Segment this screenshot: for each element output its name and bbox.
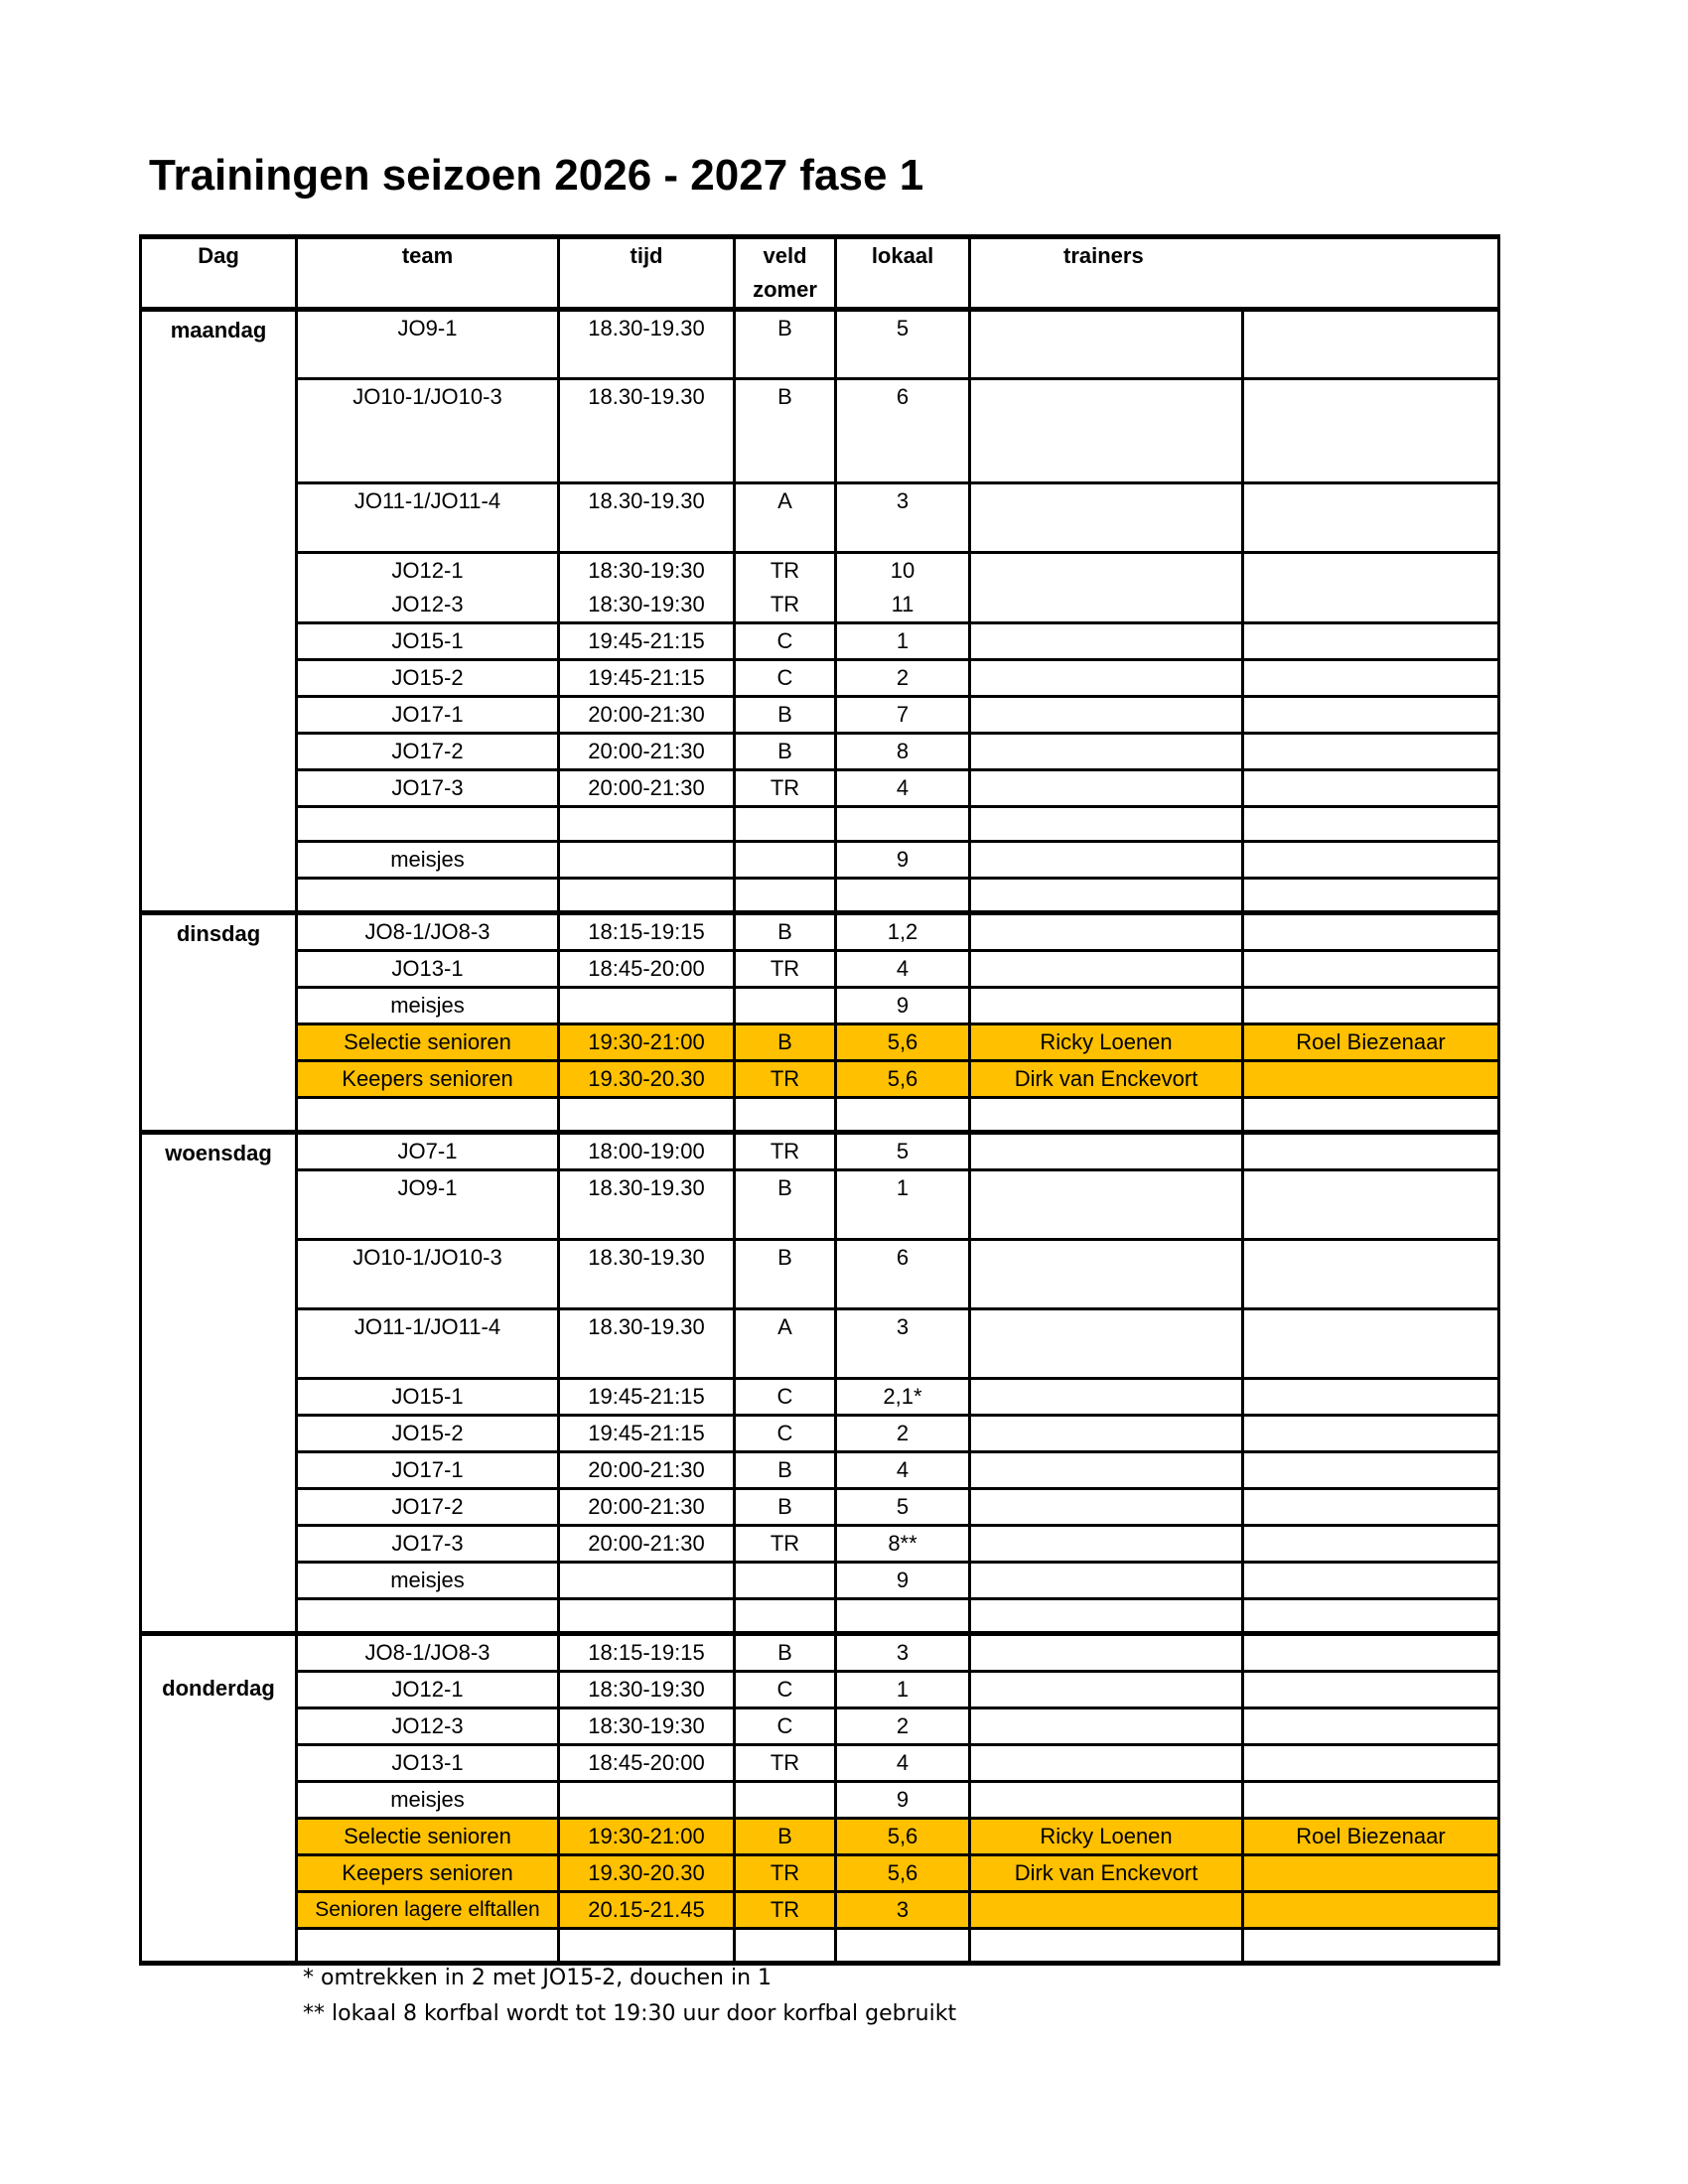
room-cell: 5,6	[836, 1855, 970, 1892]
trainer-1-cell	[970, 1489, 1243, 1526]
trainer-2-cell	[1243, 1892, 1499, 1929]
trainer-2-cell	[1243, 1929, 1499, 1964]
time-cell	[559, 807, 735, 842]
field-cell: TR	[735, 1855, 836, 1892]
trainer-1-cell	[970, 697, 1243, 734]
time-cell: 20:00-21:30	[559, 1489, 735, 1526]
schedule-row	[141, 1240, 1499, 1309]
schedule-row	[141, 913, 1499, 951]
schedule-row	[141, 842, 1499, 879]
trainer-2-cell	[1243, 379, 1499, 483]
room-cell: 1	[836, 1170, 970, 1240]
field-cell: C	[735, 1672, 836, 1708]
page-title: Trainingen seizoen 2026 - 2027 fase 1	[149, 151, 924, 200]
field-cell: TR TR	[735, 553, 836, 623]
trainer-2-cell	[1243, 1489, 1499, 1526]
team-cell: JO8-1/JO8-3	[297, 1634, 559, 1672]
time-cell: 20:00-21:30	[559, 1452, 735, 1489]
room-cell: 1	[836, 623, 970, 660]
time-cell: 18.30-19.30	[559, 483, 735, 553]
schedule-row	[141, 1309, 1499, 1379]
trainer-1-cell	[970, 1098, 1243, 1133]
time-cell: 18:00-19:00	[559, 1133, 735, 1170]
room-cell: 3	[836, 483, 970, 553]
time-cell: 20:00-21:30	[559, 770, 735, 807]
day-label: donderdag	[162, 1676, 275, 1701]
time-cell	[559, 988, 735, 1024]
trainer-1-cell	[970, 1634, 1243, 1672]
team-cell: Keepers senioren	[297, 1855, 559, 1892]
schedule-row	[141, 1416, 1499, 1452]
header-trainers	[970, 237, 1499, 274]
room-cell: 9	[836, 988, 970, 1024]
trainer-1-cell	[970, 770, 1243, 807]
schedule-row	[141, 988, 1499, 1024]
field-cell: C	[735, 1708, 836, 1745]
schedule-row	[141, 310, 1499, 379]
trainer-1-cell	[970, 807, 1243, 842]
room-cell: 3	[836, 1892, 970, 1929]
team-cell	[297, 1929, 559, 1964]
room-cell: 2	[836, 1708, 970, 1745]
header-dag: Dag	[141, 237, 297, 274]
footnote-1: * omtrekken in 2 met JO15-2, douchen in 1	[303, 1966, 773, 1990]
team-cell: Senioren lagere elftallen	[297, 1892, 559, 1929]
trainer-2-cell	[1243, 697, 1499, 734]
trainer-2-cell	[1243, 1452, 1499, 1489]
trainer-1-cell	[970, 1170, 1243, 1240]
field-cell: TR	[735, 1745, 836, 1782]
field-cell: TR	[735, 1133, 836, 1170]
field-cell	[735, 988, 836, 1024]
schedule-row	[141, 1672, 1499, 1708]
schedule-row	[141, 1929, 1499, 1964]
time-cell: 18:45-20:00	[559, 1745, 735, 1782]
room-cell: 8**	[836, 1526, 970, 1563]
schedule-row	[141, 1892, 1499, 1929]
field-cell: B	[735, 379, 836, 483]
room-cell: 2,1*	[836, 1379, 970, 1416]
day-woensdag: woensdag	[141, 1133, 297, 1634]
time-cell: 18.30-19.30	[559, 379, 735, 483]
field-cell: B	[735, 697, 836, 734]
field-cell	[735, 879, 836, 913]
schedule-row	[141, 1563, 1499, 1599]
room-cell: 2	[836, 1416, 970, 1452]
trainer-1-cell	[970, 1379, 1243, 1416]
trainer-2-cell	[1243, 807, 1499, 842]
trainer-1-cell	[970, 1782, 1243, 1819]
trainer-2-cell	[1243, 1061, 1499, 1098]
time-cell: 18:30-19:30 18:30-19:30	[559, 553, 735, 623]
header-lokaal: lokaal	[836, 237, 970, 274]
room-cell	[836, 1098, 970, 1133]
schedule-row	[141, 1379, 1499, 1416]
trainer-1-cell	[970, 1416, 1243, 1452]
trainer-2-cell	[1243, 1563, 1499, 1599]
time-cell: 19:45-21:15	[559, 623, 735, 660]
schedule-row	[141, 734, 1499, 770]
schedule-row	[141, 1782, 1499, 1819]
trainer-2-cell	[1243, 770, 1499, 807]
schedule-row	[141, 1708, 1499, 1745]
field-cell: TR	[735, 1526, 836, 1563]
schedule-row	[141, 1526, 1499, 1563]
team-cell: meisjes	[297, 988, 559, 1024]
time-cell: 18:15-19:15	[559, 1634, 735, 1672]
field-cell: TR	[735, 951, 836, 988]
trainer-2-cell	[1243, 1098, 1499, 1133]
team-cell: Selectie senioren	[297, 1819, 559, 1855]
room-cell: 3	[836, 1634, 970, 1672]
trainer-1-cell: Dirk van Enckevort	[970, 1855, 1243, 1892]
time-cell: 18:15-19:15	[559, 913, 735, 951]
trainer-1-cell	[970, 1563, 1243, 1599]
trainer-1-cell	[970, 913, 1243, 951]
trainer-2-cell	[1243, 1309, 1499, 1379]
field-cell: C	[735, 660, 836, 697]
field-cell: B	[735, 1819, 836, 1855]
footnotes	[303, 1961, 956, 2032]
schedule-row	[141, 1634, 1499, 1672]
field-cell: TR	[735, 770, 836, 807]
field-cell: B	[735, 1170, 836, 1240]
team-cell: JO11-1/JO11-4	[297, 483, 559, 553]
trainer-1-cell	[970, 1745, 1243, 1782]
team-cell	[297, 1599, 559, 1634]
day-dinsdag: dinsdag	[141, 913, 297, 1133]
field-cell	[735, 1098, 836, 1133]
trainer-1-cell	[970, 1672, 1243, 1708]
time-cell: 18:30-19:30	[559, 1672, 735, 1708]
team-cell: JO17-2	[297, 734, 559, 770]
trainer-1-cell	[970, 1929, 1243, 1964]
team-cell: JO15-2	[297, 1416, 559, 1452]
room-cell: 8	[836, 734, 970, 770]
time-cell	[559, 1929, 735, 1964]
schedule-row	[141, 1452, 1499, 1489]
field-cell	[735, 807, 836, 842]
team-cell: JO7-1	[297, 1133, 559, 1170]
schedule-row	[141, 770, 1499, 807]
day-donderdag	[141, 1634, 297, 1964]
field-cell: B	[735, 1634, 836, 1672]
trainer-1-cell	[970, 1309, 1243, 1379]
trainer-1-cell	[970, 1599, 1243, 1634]
schedule-row	[141, 1599, 1499, 1634]
field-cell: TR	[735, 1061, 836, 1098]
schedule-row	[141, 951, 1499, 988]
field-cell	[735, 1599, 836, 1634]
schedule-row	[141, 1133, 1499, 1170]
field-cell	[735, 1929, 836, 1964]
time-cell	[559, 1098, 735, 1133]
team-cell: Keepers senioren	[297, 1061, 559, 1098]
trainer-2-cell	[1243, 1634, 1499, 1672]
field-cell: B	[735, 734, 836, 770]
room-cell: 3	[836, 1309, 970, 1379]
time-cell: 19:45-21:15	[559, 660, 735, 697]
trainer-1-cell: Ricky Loenen	[970, 1819, 1243, 1855]
room-cell: 4	[836, 1745, 970, 1782]
room-cell: 10 11	[836, 553, 970, 623]
trainer-2-cell	[1243, 951, 1499, 988]
field-cell: B	[735, 310, 836, 379]
field-cell: B	[735, 1489, 836, 1526]
team-cell: JO15-1	[297, 623, 559, 660]
training-schedule-table	[139, 234, 1500, 1966]
trainer-2-cell	[1243, 988, 1499, 1024]
team-cell: meisjes	[297, 1563, 559, 1599]
trainer-1-cell	[970, 1708, 1243, 1745]
room-cell: 5	[836, 1489, 970, 1526]
room-cell	[836, 1929, 970, 1964]
trainer-2-cell	[1243, 1240, 1499, 1309]
time-cell: 18.30-19.30	[559, 310, 735, 379]
trainer-2-cell	[1243, 1782, 1499, 1819]
time-cell: 19.30-20.30	[559, 1855, 735, 1892]
field-cell	[735, 1563, 836, 1599]
time-cell: 20:00-21:30	[559, 1526, 735, 1563]
trainer-2-cell	[1243, 913, 1499, 951]
room-cell: 5	[836, 310, 970, 379]
time-cell	[559, 842, 735, 879]
schedule-row	[141, 379, 1499, 483]
trainer-1-cell	[970, 1892, 1243, 1929]
team-cell: JO13-1	[297, 1745, 559, 1782]
team-cell: JO8-1/JO8-3	[297, 913, 559, 951]
team-cell: JO10-1/JO10-3	[297, 1240, 559, 1309]
header-tijd: tijd	[559, 237, 735, 274]
room-cell: 1,2	[836, 913, 970, 951]
trainer-1-cell	[970, 483, 1243, 553]
team-cell: JO12-1	[297, 1672, 559, 1708]
trainer-2-cell	[1243, 1170, 1499, 1240]
trainer-1-cell	[970, 310, 1243, 379]
trainer-1-cell	[970, 1240, 1243, 1309]
time-cell: 18:30-19:30	[559, 1708, 735, 1745]
field-cell: B	[735, 1240, 836, 1309]
team-cell: JO13-1	[297, 951, 559, 988]
room-cell: 9	[836, 1782, 970, 1819]
trainer-1-cell	[970, 734, 1243, 770]
trainer-2-cell	[1243, 1133, 1499, 1170]
trainer-2-cell	[1243, 1526, 1499, 1563]
team-cell	[297, 879, 559, 913]
trainer-1-cell	[970, 660, 1243, 697]
schedule-row	[141, 660, 1499, 697]
team-cell: JO17-2	[297, 1489, 559, 1526]
field-cell	[735, 842, 836, 879]
team-cell: JO10-1/JO10-3	[297, 379, 559, 483]
field-cell: C	[735, 623, 836, 660]
field-cell: C	[735, 1416, 836, 1452]
trainer-1-cell	[970, 623, 1243, 660]
trainer-2-cell	[1243, 734, 1499, 770]
trainer-2-cell	[1243, 1672, 1499, 1708]
time-cell	[559, 879, 735, 913]
trainer-2-cell	[1243, 1416, 1499, 1452]
time-cell: 19:45-21:15	[559, 1416, 735, 1452]
schedule-row	[141, 1745, 1499, 1782]
trainer-2-cell	[1243, 660, 1499, 697]
trainer-1-cell	[970, 879, 1243, 913]
room-cell: 5	[836, 1133, 970, 1170]
header-veld: veld	[735, 237, 836, 274]
trainer-2-cell: Roel Biezenaar	[1243, 1024, 1499, 1061]
trainer-2-cell	[1243, 1745, 1499, 1782]
team-cell: meisjes	[297, 1782, 559, 1819]
trainer-2-cell	[1243, 879, 1499, 913]
trainer-1-cell	[970, 379, 1243, 483]
team-cell: JO17-3	[297, 1526, 559, 1563]
team-cell: JO9-1	[297, 1170, 559, 1240]
time-cell: 18.30-19.30	[559, 1309, 735, 1379]
header-team: team	[297, 237, 559, 274]
field-cell: B	[735, 1452, 836, 1489]
trainer-1-cell: Ricky Loenen	[970, 1024, 1243, 1061]
room-cell: 7	[836, 697, 970, 734]
trainer-1-cell	[970, 1133, 1243, 1170]
field-cell: TR	[735, 1892, 836, 1929]
time-cell: 20:00-21:30	[559, 697, 735, 734]
field-cell: B	[735, 913, 836, 951]
trainer-1-cell	[970, 1526, 1243, 1563]
room-cell: 4	[836, 951, 970, 988]
header-zomer: zomer	[735, 273, 836, 310]
trainer-2-cell	[1243, 310, 1499, 379]
trainer-1-cell: Dirk van Enckevort	[970, 1061, 1243, 1098]
team-cell: JO9-1	[297, 310, 559, 379]
room-cell: 6	[836, 379, 970, 483]
day-maandag: maandag	[141, 310, 297, 913]
field-cell: A	[735, 1309, 836, 1379]
time-cell: 19.30-20.30	[559, 1061, 735, 1098]
header-trainers-label: trainers	[1063, 243, 1144, 268]
trainer-1-cell	[970, 842, 1243, 879]
team-cell: JO17-3	[297, 770, 559, 807]
room-cell: 5,6	[836, 1061, 970, 1098]
trainer-1-cell	[970, 1452, 1243, 1489]
room-cell: 1	[836, 1672, 970, 1708]
schedule-row	[141, 623, 1499, 660]
trainer-1-cell	[970, 553, 1243, 623]
team-cell: meisjes	[297, 842, 559, 879]
time-cell: 18.30-19.30	[559, 1240, 735, 1309]
time-cell	[559, 1563, 735, 1599]
trainer-2-cell	[1243, 842, 1499, 879]
trainer-1-cell	[970, 988, 1243, 1024]
footnote-2: ** lokaal 8 korfbal wordt tot 19:30 uur door korfbal gebruikt	[303, 2001, 957, 2026]
schedule-row	[141, 1489, 1499, 1526]
schedule-row	[141, 697, 1499, 734]
trainer-2-cell	[1243, 1379, 1499, 1416]
schedule-row	[141, 807, 1499, 842]
team-cell: JO11-1/JO11-4	[297, 1309, 559, 1379]
schedule-row	[141, 1819, 1499, 1855]
field-cell: B	[735, 1024, 836, 1061]
team-cell: JO12-3	[297, 1708, 559, 1745]
team-cell: JO15-2	[297, 660, 559, 697]
trainer-2-cell	[1243, 1599, 1499, 1634]
schedule-row	[141, 1098, 1499, 1133]
room-cell: 4	[836, 770, 970, 807]
room-cell	[836, 879, 970, 913]
team-cell	[297, 1098, 559, 1133]
trainer-2-cell	[1243, 623, 1499, 660]
trainer-2-cell	[1243, 1855, 1499, 1892]
team-cell	[297, 807, 559, 842]
trainer-2-cell	[1243, 1708, 1499, 1745]
time-cell: 19:30-21:00	[559, 1819, 735, 1855]
schedule-row	[141, 879, 1499, 913]
room-cell	[836, 1599, 970, 1634]
team-cell: JO17-1	[297, 697, 559, 734]
field-cell: C	[735, 1379, 836, 1416]
room-cell: 9	[836, 1563, 970, 1599]
room-cell: 9	[836, 842, 970, 879]
team-cell: JO15-1	[297, 1379, 559, 1416]
trainer-2-cell	[1243, 553, 1499, 623]
time-cell: 20:00-21:30	[559, 734, 735, 770]
room-cell: 4	[836, 1452, 970, 1489]
time-cell	[559, 1599, 735, 1634]
room-cell: 6	[836, 1240, 970, 1309]
team-cell: Selectie senioren	[297, 1024, 559, 1061]
time-cell	[559, 1782, 735, 1819]
room-cell: 5,6	[836, 1024, 970, 1061]
room-cell: 5,6	[836, 1819, 970, 1855]
schedule-row	[141, 553, 1499, 623]
field-cell	[735, 1782, 836, 1819]
room-cell: 2	[836, 660, 970, 697]
team-cell: JO12-1 JO12-3	[297, 553, 559, 623]
schedule-row	[141, 1061, 1499, 1098]
field-cell: A	[735, 483, 836, 553]
schedule-row	[141, 1170, 1499, 1240]
time-cell: 19:45-21:15	[559, 1379, 735, 1416]
time-cell: 20.15-21.45	[559, 1892, 735, 1929]
time-cell: 18:45-20:00	[559, 951, 735, 988]
trainer-2-cell: Roel Biezenaar	[1243, 1819, 1499, 1855]
time-cell: 18.30-19.30	[559, 1170, 735, 1240]
schedule-row	[141, 483, 1499, 553]
room-cell	[836, 807, 970, 842]
team-cell: JO17-1	[297, 1452, 559, 1489]
schedule-row	[141, 1855, 1499, 1892]
trainer-1-cell	[970, 951, 1243, 988]
schedule-row	[141, 1024, 1499, 1061]
time-cell: 19:30-21:00	[559, 1024, 735, 1061]
trainer-2-cell	[1243, 483, 1499, 553]
